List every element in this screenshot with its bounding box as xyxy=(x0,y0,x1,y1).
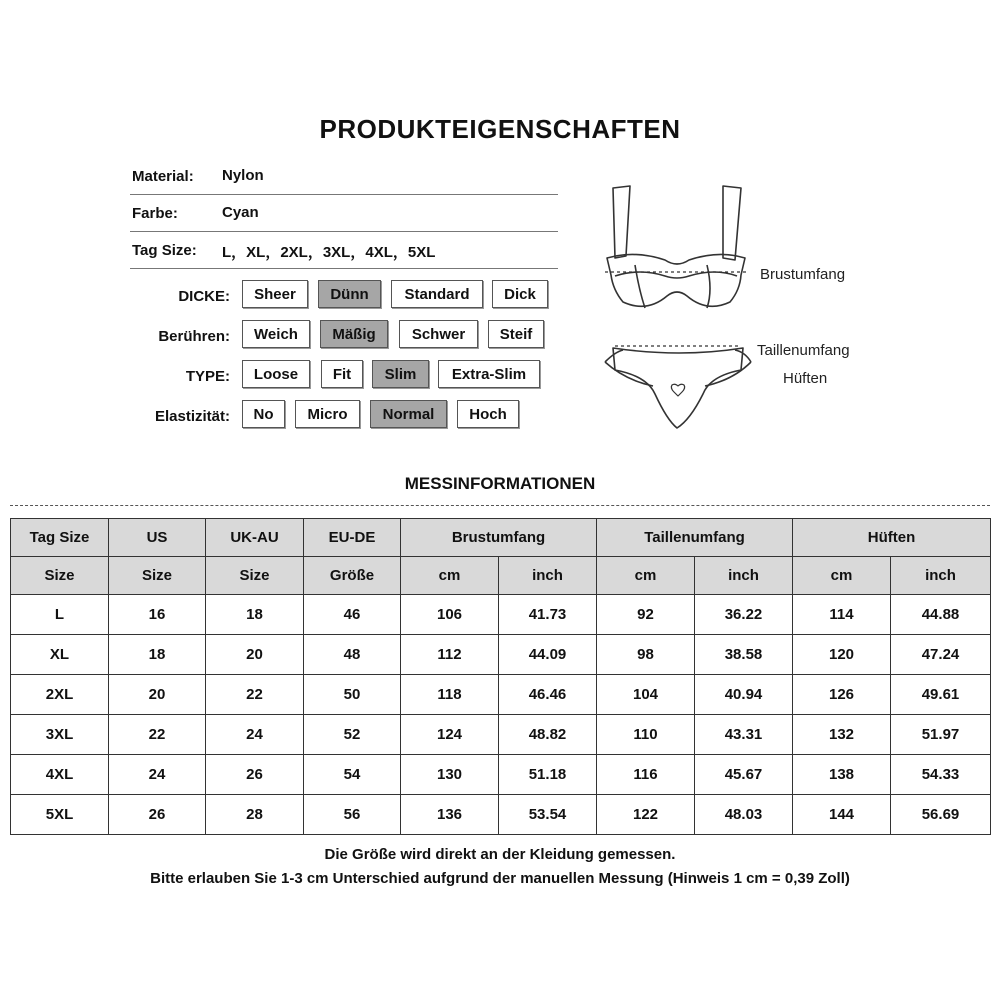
table-cell: 51.97 xyxy=(891,715,991,755)
touch-option: Steif xyxy=(488,320,544,348)
panty-icon xyxy=(613,348,743,428)
table-cell: XL xyxy=(11,635,109,675)
table-cell: 138 xyxy=(793,755,891,795)
waist-label: Taillenumfang xyxy=(757,342,850,359)
table-cell: 46 xyxy=(304,595,401,635)
subheader-cell: Size xyxy=(109,557,206,595)
table-cell: 112 xyxy=(401,635,499,675)
table-cell: 54 xyxy=(304,755,401,795)
table-cell: 51.18 xyxy=(499,755,597,795)
table-cell: 52 xyxy=(304,715,401,755)
table-cell: 122 xyxy=(597,795,695,835)
color-value: Cyan xyxy=(222,204,259,221)
color-label: Farbe: xyxy=(132,205,178,222)
size-table xyxy=(10,518,991,835)
measurement-note: Die Größe wird direkt an der Kleidung gemessen. xyxy=(324,846,676,863)
table-row xyxy=(11,755,991,795)
thickness-option: Standard xyxy=(391,280,483,308)
header-cell: US xyxy=(109,519,206,557)
subheader-cell: inch xyxy=(891,557,991,595)
table-cell: 38.58 xyxy=(695,635,793,675)
table-cell: 20 xyxy=(109,675,206,715)
type-label: TYPE: xyxy=(185,368,230,385)
tag-size-value: L，XL，2XL，3XL，4XL，5XL xyxy=(222,244,436,261)
table-cell: 53.54 xyxy=(499,795,597,835)
heart-icon xyxy=(671,384,684,396)
subheader-cell: inch xyxy=(499,557,597,595)
header-cell: Tag Size xyxy=(11,519,109,557)
header-cell: Brustumfang xyxy=(401,519,597,557)
subheader-cell: Size xyxy=(206,557,304,595)
table-cell: 48 xyxy=(304,635,401,675)
thickness-option-selected: Dünn xyxy=(318,280,381,308)
table-row xyxy=(11,795,991,835)
measurement-title: MESSINFORMATIONEN xyxy=(404,474,596,493)
table-cell: 110 xyxy=(597,715,695,755)
divider xyxy=(130,268,558,269)
table-cell: 132 xyxy=(793,715,891,755)
table-cell: 28 xyxy=(206,795,304,835)
header-cell: Taillenumfang xyxy=(597,519,793,557)
table-row xyxy=(11,595,991,635)
table-cell: 49.61 xyxy=(891,675,991,715)
table-cell: 116 xyxy=(597,755,695,795)
table-cell: 54.33 xyxy=(891,755,991,795)
table-cell: 46.46 xyxy=(499,675,597,715)
table-cell: 16 xyxy=(109,595,206,635)
header-cell: EU-DE xyxy=(304,519,401,557)
table-cell: 24 xyxy=(206,715,304,755)
lingerie-measurement-diagram xyxy=(595,180,765,435)
tag-size-label: Tag Size: xyxy=(132,242,197,259)
table-cell: 92 xyxy=(597,595,695,635)
table-cell: 26 xyxy=(109,795,206,835)
header-cell: UK-AU xyxy=(206,519,304,557)
table-cell: 4XL xyxy=(11,755,109,795)
touch-option: Weich xyxy=(242,320,310,348)
right-strap-icon xyxy=(723,186,741,260)
touch-option-selected: Mäßig xyxy=(320,320,388,348)
table-subheader-row xyxy=(11,557,991,595)
dashed-divider xyxy=(10,505,990,506)
table-cell: 36.22 xyxy=(695,595,793,635)
subheader-cell: cm xyxy=(793,557,891,595)
table-cell: 50 xyxy=(304,675,401,715)
elasticity-label: Elastizität: xyxy=(154,408,230,425)
table-cell: 40.94 xyxy=(695,675,793,715)
table-cell: 114 xyxy=(793,595,891,635)
table-cell: 47.24 xyxy=(891,635,991,675)
table-cell: 106 xyxy=(401,595,499,635)
elasticity-option: Micro xyxy=(295,400,360,428)
table-cell: 118 xyxy=(401,675,499,715)
header-cell: Hüften xyxy=(793,519,991,557)
table-row xyxy=(11,635,991,675)
elasticity-option: Hoch xyxy=(457,400,519,428)
table-cell: 98 xyxy=(597,635,695,675)
table-cell: 22 xyxy=(206,675,304,715)
table-cell: 48.03 xyxy=(695,795,793,835)
page-title: PRODUKTEIGENSCHAFTEN xyxy=(319,114,681,144)
type-option: Extra-Slim xyxy=(438,360,540,388)
subheader-cell: Größe xyxy=(304,557,401,595)
table-cell: 24 xyxy=(109,755,206,795)
table-cell: 130 xyxy=(401,755,499,795)
thickness-label: DICKE: xyxy=(178,288,230,305)
bra-body-icon xyxy=(607,254,745,306)
table-cell: 41.73 xyxy=(499,595,597,635)
subheader-cell: inch xyxy=(695,557,793,595)
table-cell: 56.69 xyxy=(891,795,991,835)
table-cell: 136 xyxy=(401,795,499,835)
table-cell: 126 xyxy=(793,675,891,715)
bust-label: Brustumfang xyxy=(760,266,846,283)
divider xyxy=(130,194,558,195)
type-option: Loose xyxy=(242,360,310,388)
table-cell: 26 xyxy=(206,755,304,795)
table-cell: 44.88 xyxy=(891,595,991,635)
table-cell: 144 xyxy=(793,795,891,835)
touch-label: Berühren: xyxy=(158,328,230,345)
table-cell: 104 xyxy=(597,675,695,715)
table-cell: 48.82 xyxy=(499,715,597,755)
hip-label: Hüften xyxy=(783,370,828,387)
elasticity-option: No xyxy=(242,400,285,428)
table-cell: 22 xyxy=(109,715,206,755)
thickness-option: Dick xyxy=(492,280,548,308)
table-cell: 124 xyxy=(401,715,499,755)
thickness-option: Sheer xyxy=(242,280,308,308)
type-option: Fit xyxy=(321,360,363,388)
material-value: Nylon xyxy=(222,167,264,184)
divider xyxy=(130,231,558,232)
table-cell: 18 xyxy=(206,595,304,635)
table-header-row xyxy=(11,519,991,557)
table-row xyxy=(11,715,991,755)
table-cell: 3XL xyxy=(11,715,109,755)
type-option-selected: Slim xyxy=(372,360,429,388)
table-cell: 18 xyxy=(109,635,206,675)
table-cell: 5XL xyxy=(11,795,109,835)
subheader-cell: cm xyxy=(597,557,695,595)
table-cell: 45.67 xyxy=(695,755,793,795)
table-cell: L xyxy=(11,595,109,635)
elasticity-option-selected: Normal xyxy=(370,400,447,428)
table-cell: 2XL xyxy=(11,675,109,715)
subheader-cell: Size xyxy=(11,557,109,595)
tolerance-note: Bitte erlauben Sie 1-3 cm Unterschied aufgrund der manuellen Messung (Hinweis 1 cm = 0,39 Zoll) xyxy=(150,870,850,887)
left-strap-icon xyxy=(613,186,630,258)
table-cell: 43.31 xyxy=(695,715,793,755)
subheader-cell: cm xyxy=(401,557,499,595)
table-cell: 20 xyxy=(206,635,304,675)
table-cell: 44.09 xyxy=(499,635,597,675)
table-row xyxy=(11,675,991,715)
touch-option: Schwer xyxy=(399,320,478,348)
material-label: Material: xyxy=(132,168,194,185)
table-cell: 120 xyxy=(793,635,891,675)
table-cell: 56 xyxy=(304,795,401,835)
